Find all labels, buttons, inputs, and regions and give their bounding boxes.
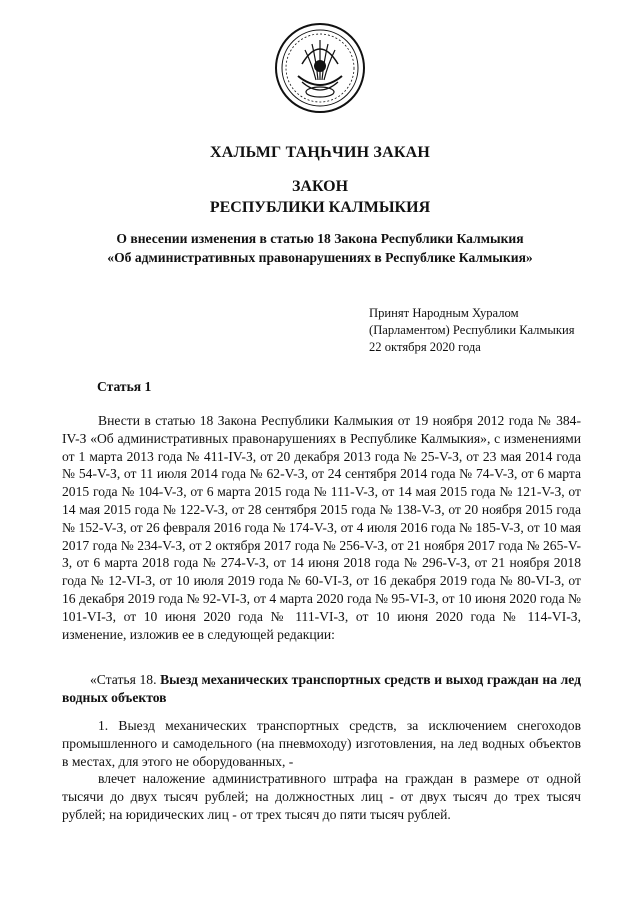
item-1-penalty: влечет наложение административного штрафа на граждан в размере от одной тысячи до двух тысяч рублей; на должностных лиц - от двух тысяч до трех тысяч рублей; на юридических лиц - от трех тысяч до пяти тысяч рублей. <box>62 771 581 822</box>
law-subject <box>0 229 640 267</box>
article-title: Статья 1 <box>97 379 152 394</box>
statute-heading <box>62 671 581 707</box>
title-kalmyk: ХАЛЬМГ ТАҢҺЧИН ЗАКАН <box>209 144 431 161</box>
item-1-text: 1. Выезд механических транспортных средств, за исключением снегоходов промышленного и самодельного (на пневмоходу) изготовления, на лед водных объектов в местах, для этого не оборудованных, - <box>62 718 581 769</box>
republic-name: РЕСПУБЛИКИ КАЛМЫКИЯ <box>209 199 431 216</box>
adoption-note <box>369 305 575 356</box>
law-word: ЗАКОН <box>291 178 349 195</box>
article-body <box>62 412 581 643</box>
paragraph-amendments: Внести в статью 18 Закона Республики Калмыкия от 19 ноября 2012 года № 384-IV-З «Об административных правонарушениях в Республике Калмыкия», с изменениями от 1 марта 2013 года № 411-IV-З, от 20 декабря 2013 года № 25-V-З, от 23 мая 2014 года № 54-V-З, от 11 июля 2014 года № 62-V-З, от 24 сентября 2014 года № 74-V-З, от 6 марта 2015 года № 104-V-З, от 6 марта 2015 года № 111-V-З, от 14 мая 2015 года № 121-V-З, от 14 мая 2015 года № 122-V-З, от 28 сентября 2015 года № 138-V-З, от 20 ноября 2015 года № 152-V-З, от 26 февраля 2016 года № 174-V-З, от 4 июля 2016 года № 185-V-З, от 10 мая 2017 года № 234-V-З, от 2 октября 2017 года № 256-V-З, от 21 ноября 2017 года № 265-V-З, от 6 марта 2018 года № 274-V-З, от 14 июня 2018 года № 296-V-З, от 21 ноября 2018 года № 12-VI-З, от 10 июля 2019 года № 60-VI-З, от 16 декабря 2019 года № 80-VI-З, от 16 декабря 2019 года № 92-VI-З, от 4 марта 2020 года № 95-VI-З, от 10 июня 2020 года № 101-VI-З, от 10 июня 2020 года № 111-VI-З, от 10 июня 2020 года № 114-VI-З, изменение, изложив ее в следующей редакции: <box>62 413 581 642</box>
adoption-date: 22 октября 2020 года <box>369 340 481 354</box>
subject-line-1: О внесении изменения в статью 18 Закона Республики Калмыкия <box>116 231 524 246</box>
statute-item-1 <box>62 717 581 824</box>
adoption-line-2: (Парламентом) Республики Калмыкия <box>369 323 575 337</box>
coat-of-arms-emblem <box>272 20 368 116</box>
statute-prefix: «Статья 18. <box>90 672 157 687</box>
subject-line-2: «Об административных правонарушениях в Республике Калмыкия» <box>107 250 533 265</box>
adoption-line-1: Принят Народным Хуралом <box>369 306 519 320</box>
law-title <box>0 176 640 218</box>
statute-title: Выезд механических транспортных средств и выход граждан на лед водных объектов <box>62 672 581 705</box>
